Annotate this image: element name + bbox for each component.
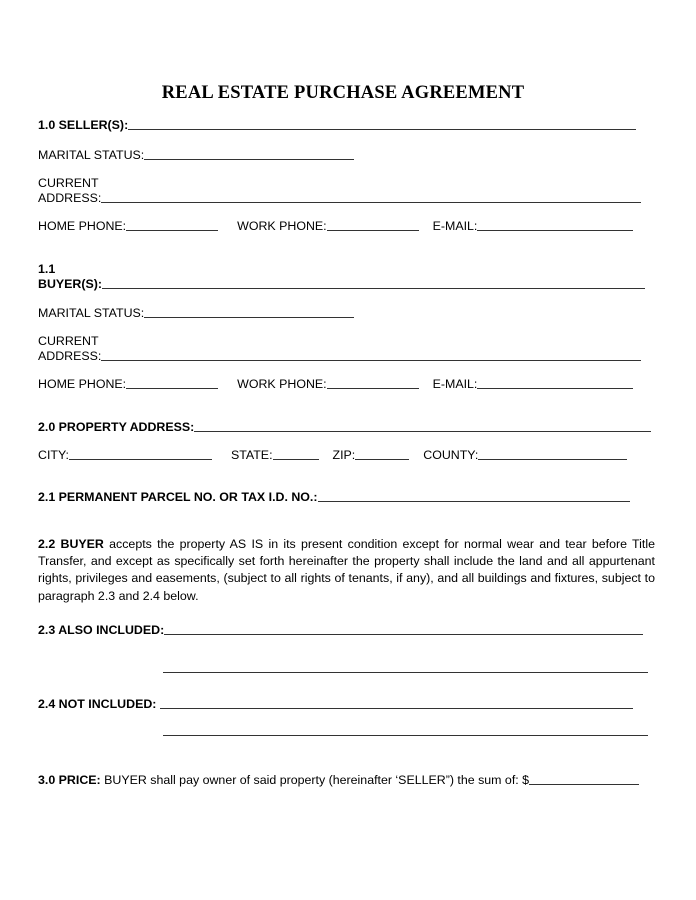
- buyer-address-label-line1: CURRENT: [38, 334, 99, 348]
- buyer-home-phone-label: HOME PHONE:: [38, 377, 127, 391]
- field-row-seller-contact: [38, 219, 633, 234]
- as-is-clause-body: accepts the property AS IS in its present condition except for normal wear and tear before Title Transfer, and except as specifically set forth hereinafter the property shall include the land and all appurtenant rights, privileges and easements, (subject to all rights of tenants, if any), and all buildings and fixtures, subject to paragraph 2.3 and 2.4 below.: [38, 537, 655, 603]
- price-body-text: BUYER shall pay owner of said property (hereinafter ‘SELLER”) the sum of: $: [100, 773, 530, 787]
- field-row-seller-marital-status: [38, 148, 354, 163]
- as-is-clause-number: 2.2 BUYER: [38, 537, 104, 551]
- field-row-price: [38, 773, 639, 788]
- also-included-input[interactable]: [164, 623, 643, 635]
- field-row-property-locality: [38, 448, 627, 463]
- buyer-address-input[interactable]: [101, 349, 641, 361]
- buyer-work-phone-label: WORK PHONE:: [237, 377, 327, 391]
- seller-work-phone-label: WORK PHONE:: [237, 219, 327, 233]
- buyer-heading-number: 1.1: [38, 262, 56, 276]
- buyer-address-label-line2: ADDRESS:: [38, 349, 102, 363]
- seller-address-label-line1: CURRENT: [38, 176, 99, 190]
- buyer-work-phone-input[interactable]: [327, 377, 419, 389]
- property-county-input[interactable]: [478, 448, 627, 460]
- buyer-marital-status-label: MARITAL STATUS:: [38, 306, 145, 320]
- price-label: 3.0 PRICE:: [38, 773, 101, 787]
- field-row-buyer-address: [38, 334, 641, 364]
- field-row-seller-address: [38, 176, 641, 206]
- price-amount-input[interactable]: [529, 773, 639, 785]
- parcel-number-label: 2.1 PERMANENT PARCEL NO. OR TAX I.D. NO.:: [38, 490, 318, 504]
- seller-work-phone-input[interactable]: [327, 219, 419, 231]
- seller-home-phone-label: HOME PHONE:: [38, 219, 127, 233]
- buyer-name-input[interactable]: [102, 277, 645, 289]
- field-row-parcel-number: [38, 490, 630, 505]
- as-is-clause-paragraph: [38, 536, 655, 605]
- property-zip-input[interactable]: [355, 448, 409, 460]
- not-included-label: 2.4 NOT INCLUDED:: [38, 697, 160, 711]
- buyer-heading-label: BUYER(S):: [38, 277, 103, 291]
- seller-marital-status-input[interactable]: [144, 148, 354, 160]
- property-state-input[interactable]: [273, 448, 319, 460]
- seller-home-phone-input[interactable]: [126, 219, 218, 231]
- seller-address-label-line2: ADDRESS:: [38, 191, 102, 205]
- property-county-label: COUNTY:: [423, 448, 479, 462]
- seller-email-label: E-MAIL:: [432, 219, 478, 233]
- document-body: [38, 0, 655, 787]
- property-zip-label: ZIP:: [332, 448, 356, 462]
- not-included-input-line2[interactable]: [163, 735, 648, 736]
- seller-name-input[interactable]: [128, 118, 636, 130]
- field-row-seller-name: [38, 118, 636, 133]
- also-included-label: 2.3 ALSO INCLUDED:: [38, 623, 165, 637]
- field-row-buyer-name: [38, 262, 645, 292]
- property-city-input[interactable]: [69, 448, 212, 460]
- parcel-number-input[interactable]: [318, 490, 630, 502]
- property-city-label: CITY:: [38, 448, 69, 462]
- seller-address-input[interactable]: [101, 191, 641, 203]
- property-address-label: 2.0 PROPERTY ADDRESS:: [38, 420, 195, 434]
- buyer-email-input[interactable]: [477, 377, 633, 389]
- seller-marital-status-label: MARITAL STATUS:: [38, 148, 145, 162]
- field-row-buyer-marital-status: [38, 306, 354, 321]
- also-included-input-line2[interactable]: [163, 672, 648, 673]
- buyer-marital-status-input[interactable]: [144, 306, 354, 318]
- buyer-home-phone-input[interactable]: [126, 377, 218, 389]
- page-title: REAL ESTATE PURCHASE AGREEMENT: [161, 83, 525, 103]
- field-row-not-included: [38, 697, 633, 712]
- not-included-input[interactable]: [160, 697, 633, 709]
- seller-heading-label: 1.0 SELLER(S):: [38, 118, 129, 132]
- property-state-label: STATE:: [230, 448, 273, 462]
- field-row-property-address: [38, 420, 651, 435]
- property-address-input[interactable]: [194, 420, 651, 432]
- field-row-buyer-contact: [38, 377, 633, 392]
- buyer-email-label: E-MAIL:: [432, 377, 478, 391]
- field-row-also-included: [38, 623, 643, 638]
- seller-email-input[interactable]: [477, 219, 633, 231]
